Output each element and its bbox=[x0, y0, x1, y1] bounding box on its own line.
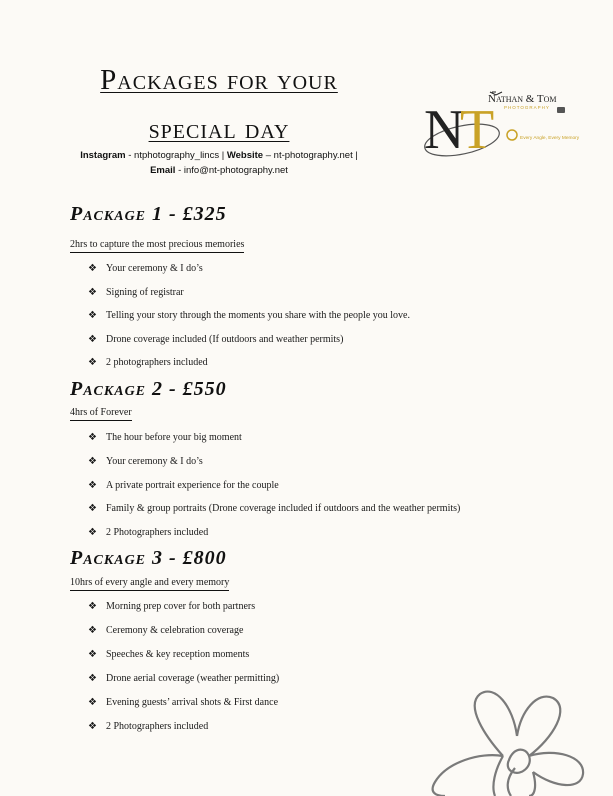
contact-line-1 bbox=[60, 149, 378, 162]
camera-lens-icon bbox=[507, 130, 517, 140]
bullet-icon: ❖ bbox=[88, 721, 97, 732]
package-2-item: ❖ Your ceremony & I do’s bbox=[88, 456, 203, 467]
camera-icon bbox=[557, 107, 565, 113]
package-3-item: ❖ Evening guests’ arrival shots & First dance bbox=[88, 697, 279, 708]
package-1-subtitle: 2hrs to capture the most precious memories bbox=[70, 239, 244, 253]
package-3-subtitle: 10hrs of every angle and every memory bbox=[70, 577, 229, 591]
package-3-title: Package 3 - £800 bbox=[70, 547, 227, 569]
package-2-subtitle: 4hrs of Forever bbox=[70, 407, 132, 421]
page-title-line2: special day bbox=[148, 113, 290, 145]
instagram-handle: - ntphotography_lincs | bbox=[125, 150, 227, 161]
bullet-icon: ❖ bbox=[88, 456, 97, 467]
package-1-item: ❖ Telling your story through the moments you share with the people you love. bbox=[88, 310, 410, 321]
package-2-item: ❖ The hour before your big moment bbox=[88, 432, 242, 443]
bullet-icon: ❖ bbox=[88, 480, 97, 491]
package-3-item: ❖ Ceremony & celebration coverage bbox=[88, 625, 244, 636]
bullet-icon: ❖ bbox=[88, 697, 97, 708]
package-1-item: ❖ Signing of registrar bbox=[88, 287, 184, 298]
bullet-icon: ❖ bbox=[88, 310, 97, 321]
package-2-title: Package 2 - £550 bbox=[70, 378, 227, 400]
package-3-item: ❖ 2 Photographers included bbox=[88, 721, 209, 732]
logo-monogram-t: T bbox=[460, 99, 495, 161]
logo-monogram-n: N bbox=[424, 99, 465, 161]
bullet-icon: ❖ bbox=[88, 287, 97, 298]
package-2-item: ❖ Family & group portraits (Drone coverage included if outdoors and the weather permits) bbox=[88, 503, 461, 514]
bullet-icon: ❖ bbox=[88, 334, 97, 345]
logo-brand-name: Nathan & Tom bbox=[488, 93, 557, 105]
package-1-item: ❖ Your ceremony & I do’s bbox=[88, 263, 203, 274]
logo-brand-sub: PHOTOGRAPHY bbox=[504, 105, 550, 110]
bullet-icon: ❖ bbox=[88, 357, 97, 368]
bullet-icon: ❖ bbox=[88, 601, 97, 612]
package-1-title: Package 1 - £325 bbox=[70, 203, 227, 225]
bullet-icon: ❖ bbox=[88, 527, 97, 538]
package-2-item: ❖ A private portrait experience for the couple bbox=[88, 480, 279, 491]
email-address: - info@nt-photography.net bbox=[175, 165, 288, 176]
package-3-item: ❖ Speeches & key reception moments bbox=[88, 649, 250, 660]
brand-logo bbox=[420, 88, 590, 168]
bullet-icon: ❖ bbox=[88, 263, 97, 274]
package-3-item: ❖ Drone aerial coverage (weather permitting) bbox=[88, 673, 280, 684]
package-3-item: ❖ Morning prep cover for both partners bbox=[88, 601, 256, 612]
flower-outline-icon bbox=[425, 686, 613, 796]
bullet-icon: ❖ bbox=[88, 673, 97, 684]
package-1-item: ❖ Drone coverage included (If outdoors and weather permits) bbox=[88, 334, 344, 345]
package-1-item: ❖ 2 photographers included bbox=[88, 357, 208, 368]
contact-line-2 bbox=[60, 164, 378, 177]
email-label: Email bbox=[150, 165, 176, 176]
bullet-icon: ❖ bbox=[88, 649, 97, 660]
logo-tagline: Every Angle, Every Memory bbox=[520, 136, 580, 141]
package-2-item: ❖ 2 Photographers included bbox=[88, 527, 209, 538]
bullet-icon: ❖ bbox=[88, 503, 97, 514]
page-title-line1: Packages for your bbox=[100, 64, 338, 96]
instagram-label: Instagram bbox=[80, 150, 126, 161]
website-url: – nt-photography.net | bbox=[263, 150, 358, 161]
website-label: Website bbox=[226, 150, 264, 161]
bullet-icon: ❖ bbox=[88, 432, 97, 443]
bullet-icon: ❖ bbox=[88, 625, 97, 636]
